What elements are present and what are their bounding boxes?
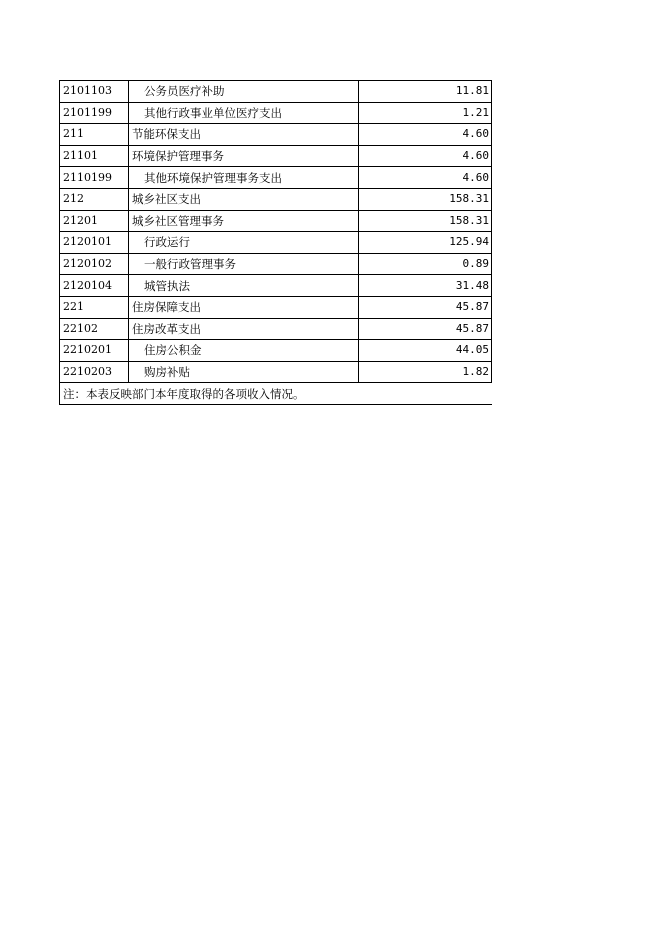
row-amount: 158.31 [359,210,492,232]
table-note-row [60,383,492,405]
table-row [60,296,492,318]
row-amount: 0.89 [359,253,492,275]
table-row [60,188,492,210]
row-amount: 4.60 [359,145,492,167]
table-row [60,167,492,189]
row-code: 2110199 [60,167,129,189]
table-row [60,81,492,103]
row-code: 22102 [60,318,129,340]
table-row [60,275,492,297]
row-amount: 4.60 [359,167,492,189]
row-code: 2101103 [60,81,129,103]
row-code: 2210203 [60,361,129,383]
row-amount: 45.87 [359,318,492,340]
table-row [60,232,492,254]
row-name: 购房补贴 [129,361,359,383]
row-code: 21101 [60,145,129,167]
row-name: 行政运行 [129,232,359,254]
row-name: 城管执法 [129,275,359,297]
row-amount: 1.82 [359,361,492,383]
row-name: 住房改革支出 [129,318,359,340]
row-name: 公务员医疗补助 [129,81,359,103]
row-name: 节能环保支出 [129,124,359,146]
row-amount: 158.31 [359,188,492,210]
table-note: 注：本表反映部门本年度取得的各项收入情况。 [60,383,492,405]
row-name: 城乡社区管理事务 [129,210,359,232]
row-code: 221 [60,296,129,318]
row-code: 2210201 [60,340,129,362]
row-name: 其他行政事业单位医疗支出 [129,102,359,124]
table-row [60,145,492,167]
row-amount: 44.05 [359,340,492,362]
row-amount: 31.48 [359,275,492,297]
row-amount: 11.81 [359,81,492,103]
budget-table-body [60,81,492,405]
table-row [60,318,492,340]
row-amount: 1.21 [359,102,492,124]
row-code: 212 [60,188,129,210]
row-code: 2101199 [60,102,129,124]
budget-sheet [59,80,491,405]
row-code: 2120102 [60,253,129,275]
table-row [60,340,492,362]
table-row [60,210,492,232]
row-name: 一般行政管理事务 [129,253,359,275]
row-name: 城乡社区支出 [129,188,359,210]
budget-table [59,80,492,405]
table-row [60,102,492,124]
table-row [60,253,492,275]
row-amount: 45.87 [359,296,492,318]
row-name: 环境保护管理事务 [129,145,359,167]
row-code: 2120104 [60,275,129,297]
row-name: 住房保障支出 [129,296,359,318]
row-amount: 4.60 [359,124,492,146]
row-code: 2120101 [60,232,129,254]
row-amount: 125.94 [359,232,492,254]
row-name: 其他环境保护管理事务支出 [129,167,359,189]
row-code: 21201 [60,210,129,232]
row-name: 住房公积金 [129,340,359,362]
row-code: 211 [60,124,129,146]
table-row [60,124,492,146]
table-row [60,361,492,383]
